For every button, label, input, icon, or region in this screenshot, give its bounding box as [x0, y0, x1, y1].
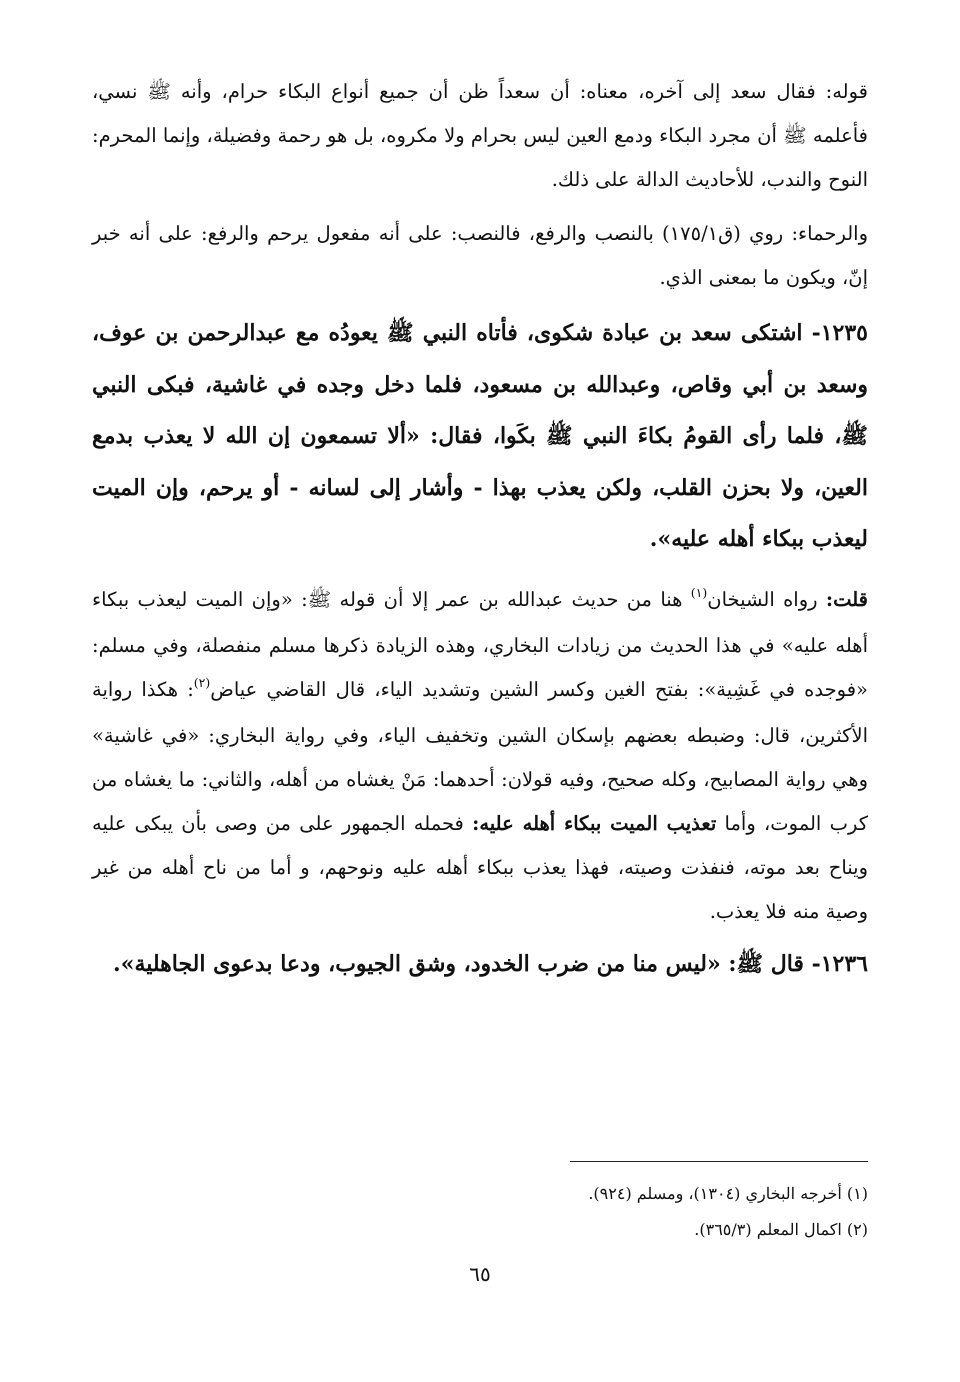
commentary-paragraph-3 [92, 578, 868, 934]
p3-text-2: هنا من حديث عبدالله بن عمر إلا أن قوله ﷺ: «وإن الميت ليعذب ببكاء أهله عليه» في هذا الحديث من زيادات البخاري، وهذه الزيادة ذكرها مسلم منفصلة، وفي مسلم: «فوجده في غَشِية»: بفتح الغين وكسر الشين وتشديد الياء، قال القاضي عياض [92, 587, 868, 701]
footnote-ref-1[interactable]: (١) [690, 584, 708, 600]
commentary-paragraph-2: والرحماء: روي (ق١٧٥/١) بالنصب والرفع، فالنصب: على أنه مفعول يرحم والرفع: على أنه خبر إنّ، ويكون ما بمعنى الذي. [92, 222, 868, 289]
p3-text-1: رواه الشيخان [707, 587, 826, 611]
page-body [92, 70, 868, 990]
footnotes [92, 1176, 868, 1248]
hadith-1236: ١٢٣٦- قال ﷺ: «ليس منا من ضرب الخدود، وشق الجيوب، ودعا بدعوى الجاهلية». [113, 950, 868, 977]
page-number: ٦٥ [469, 1262, 491, 1286]
footnote-2: (٢) اكمال المعلم (٣٦٥/٣). [694, 1220, 868, 1239]
footnote-1: (١) أخرجه البخاري (١٣٠٤)، ومسلم (٩٢٤). [588, 1184, 868, 1203]
p3-text-3: : هكذا رواية الأكثرين، قال: وضبطه بعضهم بإسكان الشين وتخفيف الياء، وفي رواية البخاري: «في غاشية» وهي رواية المصابيح، وكله صحيح، وفيه قولان: أحدهما: مَنْ يغشاه من أهله، والثاني: ما يغشاه من كرب الموت، وأما [92, 677, 869, 835]
footnote-ref-2[interactable]: (٢) [193, 674, 211, 690]
hadith-1235: ١٢٣٥- اشتكى سعد بن عبادة شكوى، فأتاه النبي ﷺ يعودُه مع عبدالرحمن بن عوف، وسعد بن أبي وقاص، وعبدالله بن مسعود، فلما دخل وجده في غاشية، فبكى النبي ﷺ، فلما رأى القومُ بكاءَ النبي ﷺ بكَوا، فقال: «ألا تسمعون إن الله لا يعذب بدمع العين، ولا بحزن القلب، ولكن يعذب بهذا - وأشار إلى لسانه - أو يرحم، وإن الميت ليعذب ببكاء أهله عليه». [92, 320, 869, 552]
p3-text-4: فحمله الجمهور على من وصى بأن يبكى عليه ويناح بعد موته، فنفذت وصيته، فهذا يعذب ببكاء أهله عليه ونوحهم، و أما من ناح أهله من غير وصية منه فلا يعذب. [92, 811, 868, 923]
qult-label: قلت: [825, 587, 868, 611]
p3-bold-phrase: تعذيب الميت ببكاء أهله عليه: [472, 811, 717, 835]
commentary-paragraph-1: قوله: فقال سعد إلى آخره، معناه: أن سعداً ظن أن جميع أنواع البكاء حرام، وأنه ﷺ نسي، فأعلمه ﷺ أن مجرد البكاء ودمع العين ليس بحرام ولا مكروه، بل هو رحمة وفضيلة، وإنما المحرم: النوح والندب، للأحاديث الدالة على ذلك. [92, 80, 868, 191]
footnote-separator [570, 1161, 868, 1162]
